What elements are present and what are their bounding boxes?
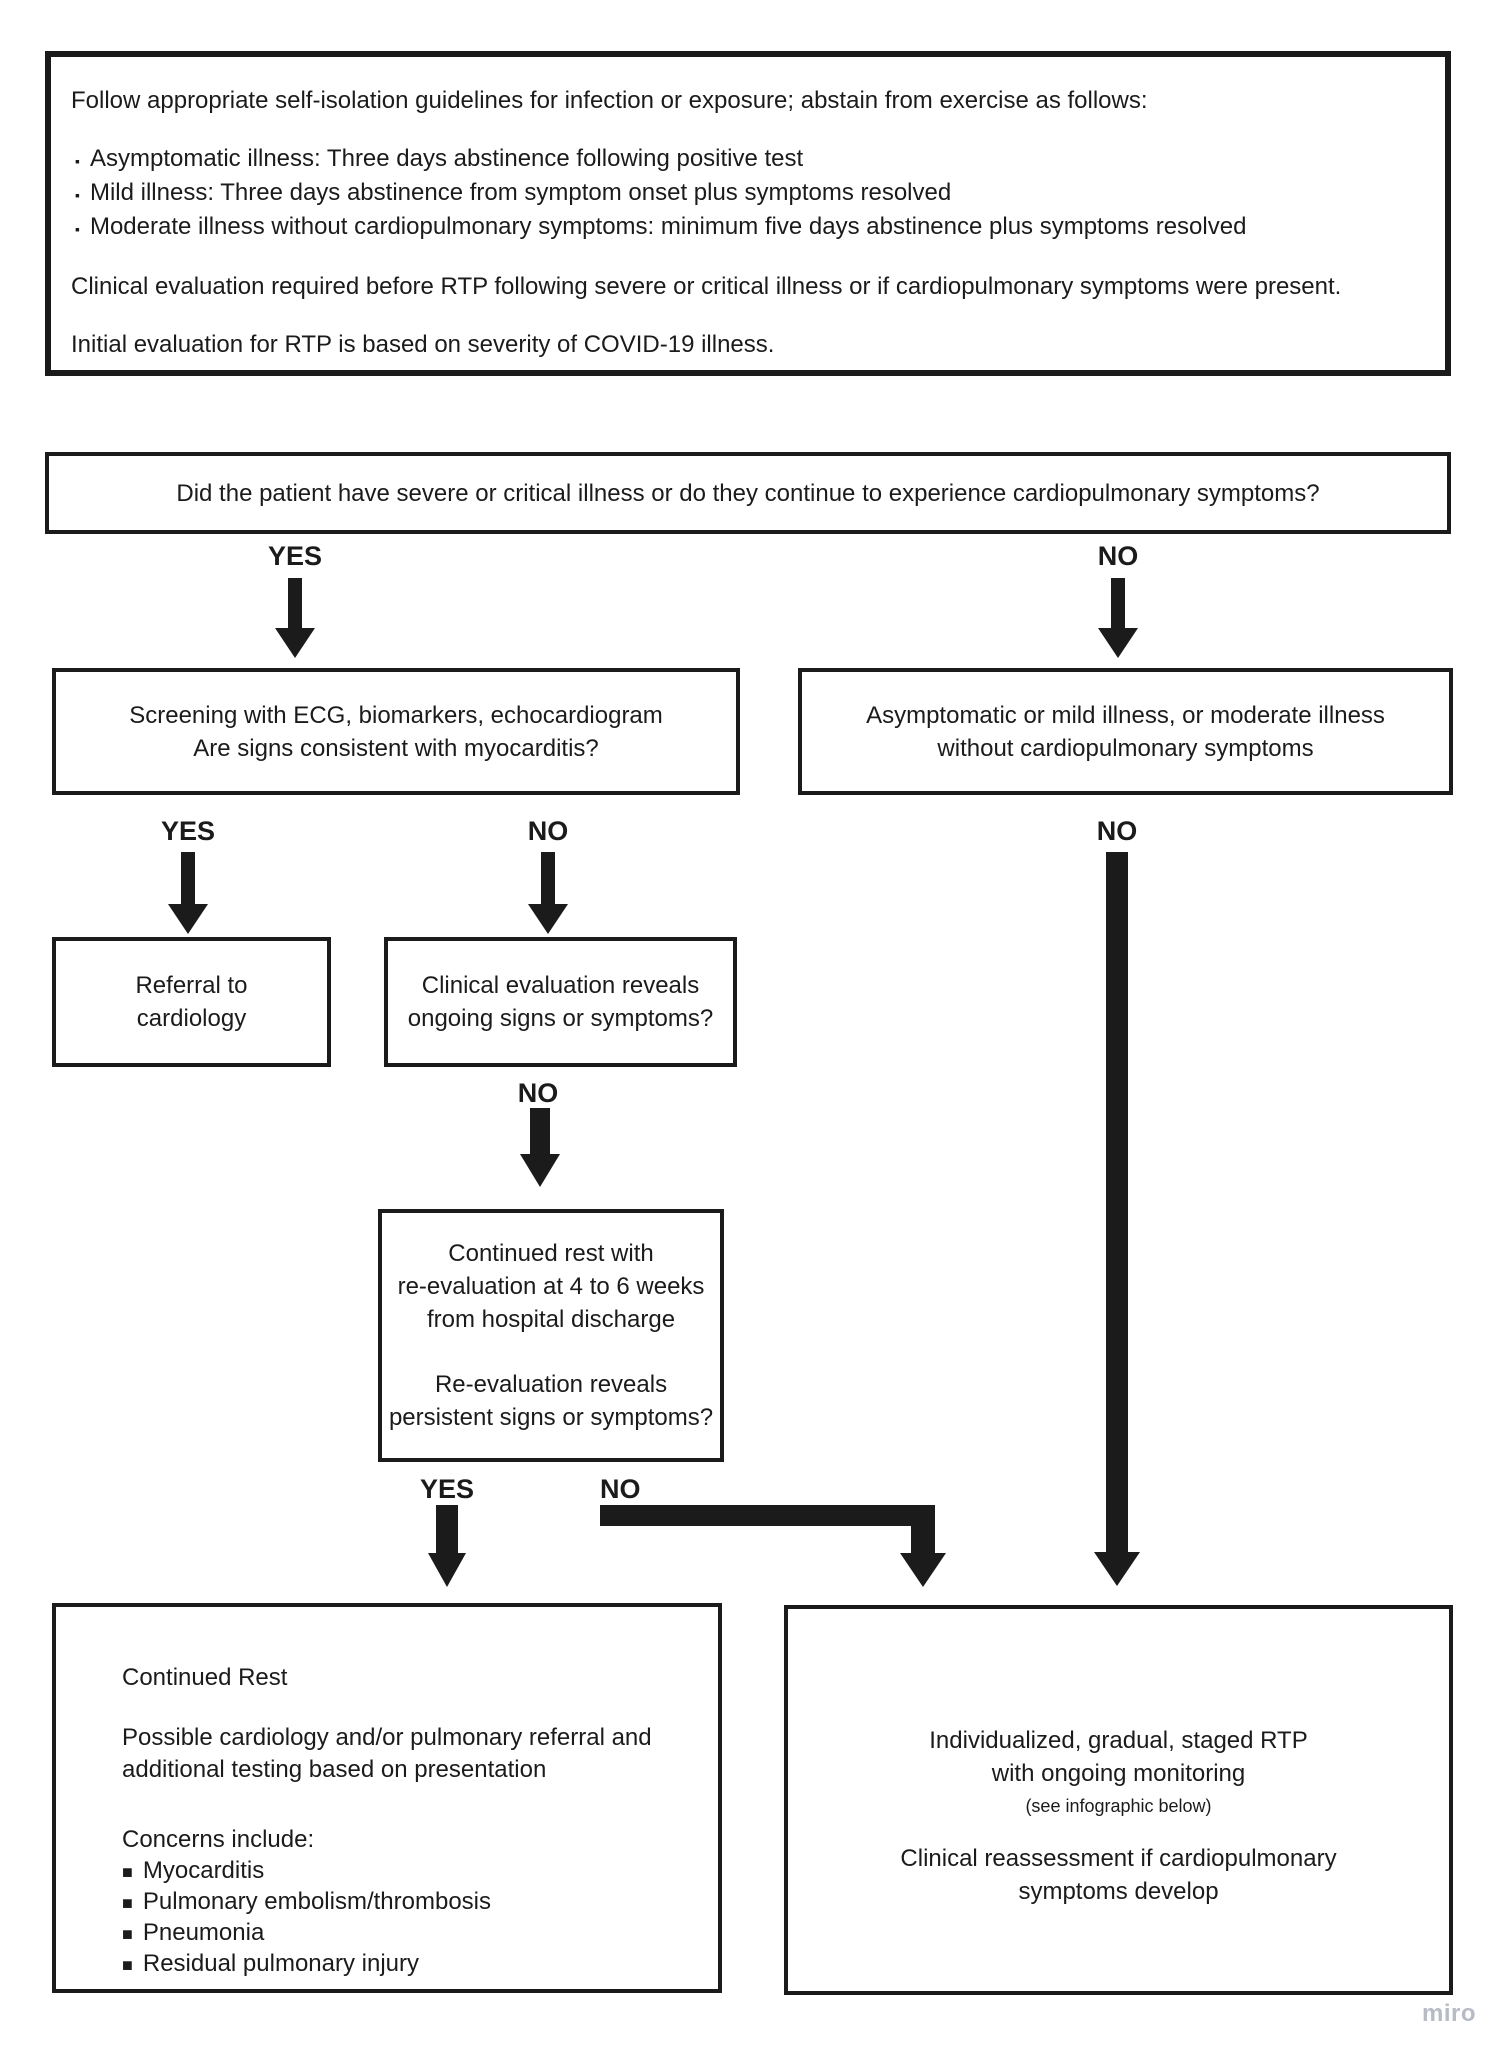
staged-rtp-box [784, 1605, 1453, 1995]
guidelines-bullet-list [71, 143, 1421, 245]
concern-item [122, 1918, 694, 1949]
reeval-line: from hospital discharge [426, 1306, 676, 1333]
label-question-no: NO [1097, 541, 1139, 571]
concern-item [122, 1887, 694, 1918]
asymptomatic-box [798, 668, 1453, 795]
rest-description [122, 1722, 694, 1786]
bullet-text: Moderate illness without cardiopulmonary symptoms: minimum five days abstinence plus symptoms resolved [89, 213, 1247, 240]
label-screening-no: NO [527, 816, 569, 846]
rtp-reassessment-line: symptoms develop [1018, 1878, 1219, 1905]
square-bullet-icon: ▪ [75, 187, 80, 203]
rtp-reassessment-line: Clinical reassessment if cardiopulmonary [900, 1845, 1337, 1872]
clinical-line: ongoing signs or symptoms? [407, 1005, 714, 1032]
label-clinical-no: NO [517, 1078, 559, 1108]
concern-text: Myocarditis [142, 1857, 265, 1884]
question-text: Did the patient have severe or critical illness or do they continue to experience cardiopulmonary symptoms? [176, 479, 1320, 507]
rtp-infographic-note: (see infographic below) [1025, 1796, 1212, 1816]
square-bullet-icon: ▪ [75, 153, 80, 169]
clinical-line: Clinical evaluation reveals [421, 972, 700, 999]
square-bullet-icon: ■ [122, 1924, 133, 1944]
concerns-list [122, 1856, 694, 1980]
label-reeval-yes: YES [419, 1474, 475, 1504]
label-screening-yes: YES [160, 816, 216, 846]
reeval-line: persistent signs or symptoms? [388, 1404, 714, 1431]
label-asymptomatic-no: NO [1096, 816, 1138, 846]
rest-title: Continued Rest [122, 1664, 288, 1691]
rtp-line: with ongoing monitoring [991, 1760, 1246, 1787]
continued-rest-box [52, 1603, 722, 1993]
bullet-text: Mild illness: Three days abstinence from symptom onset plus symptoms resolved [89, 179, 952, 206]
screening-box [52, 668, 740, 795]
bullet-item [71, 211, 1421, 245]
screening-line: Screening with ECG, biomarkers, echocardiogram [129, 701, 663, 729]
miro-watermark: miro [1422, 2000, 1477, 2027]
square-bullet-icon: ■ [122, 1955, 133, 1975]
rtp-line: Individualized, gradual, staged RTP [929, 1727, 1308, 1754]
guidelines-box [45, 51, 1451, 376]
referral-line: cardiology [136, 1005, 247, 1032]
rest-description-line: Possible cardiology and/or pulmonary referral and [122, 1724, 652, 1751]
question-box [45, 452, 1451, 534]
label-reeval-no: NO [600, 1474, 641, 1504]
referral-line: Referral to [135, 972, 248, 999]
square-bullet-icon: ■ [122, 1893, 133, 1913]
reeval-line: Re-evaluation reveals [434, 1371, 668, 1398]
concern-text: Residual pulmonary injury [142, 1950, 420, 1977]
asymptomatic-line: without cardiopulmonary symptoms [937, 734, 1314, 762]
bullet-text: Asymptomatic illness: Three days abstinence following positive test [89, 145, 804, 172]
concern-item [122, 1856, 694, 1887]
guidelines-clinical-note: Clinical evaluation required before RTP following severe or critical illness or if cardiopulmonary symptoms were present. [71, 273, 1342, 300]
concern-text: Pneumonia [142, 1919, 265, 1946]
concern-text: Pulmonary embolism/thrombosis [142, 1888, 491, 1915]
square-bullet-icon: ▪ [75, 221, 80, 237]
concerns-label: Concerns include: [122, 1826, 315, 1853]
rtp-reassessment [798, 1842, 1439, 1908]
guidelines-intro: Follow appropriate self-isolation guidelines for infection or exposure; abstain from exercise as follows: [71, 87, 1148, 114]
asymptomatic-line: Asymptomatic or mild illness, or moderate illness [866, 701, 1385, 729]
clinical-evaluation-box [384, 937, 737, 1067]
guidelines-initial-note: Initial evaluation for RTP is based on severity of COVID-19 illness. [71, 331, 775, 358]
bullet-item [71, 143, 1421, 177]
referral-box [52, 937, 331, 1067]
bullet-item [71, 177, 1421, 211]
concern-item [122, 1949, 694, 1980]
rest-description-line: additional testing based on presentation [122, 1756, 547, 1783]
label-question-yes: YES [267, 541, 323, 571]
reevaluation-box [378, 1209, 724, 1462]
reeval-line: Continued rest with [448, 1240, 654, 1267]
screening-line: Are signs consistent with myocarditis? [193, 734, 599, 762]
reeval-line: re-evaluation at 4 to 6 weeks [397, 1273, 705, 1300]
square-bullet-icon: ■ [122, 1862, 133, 1882]
